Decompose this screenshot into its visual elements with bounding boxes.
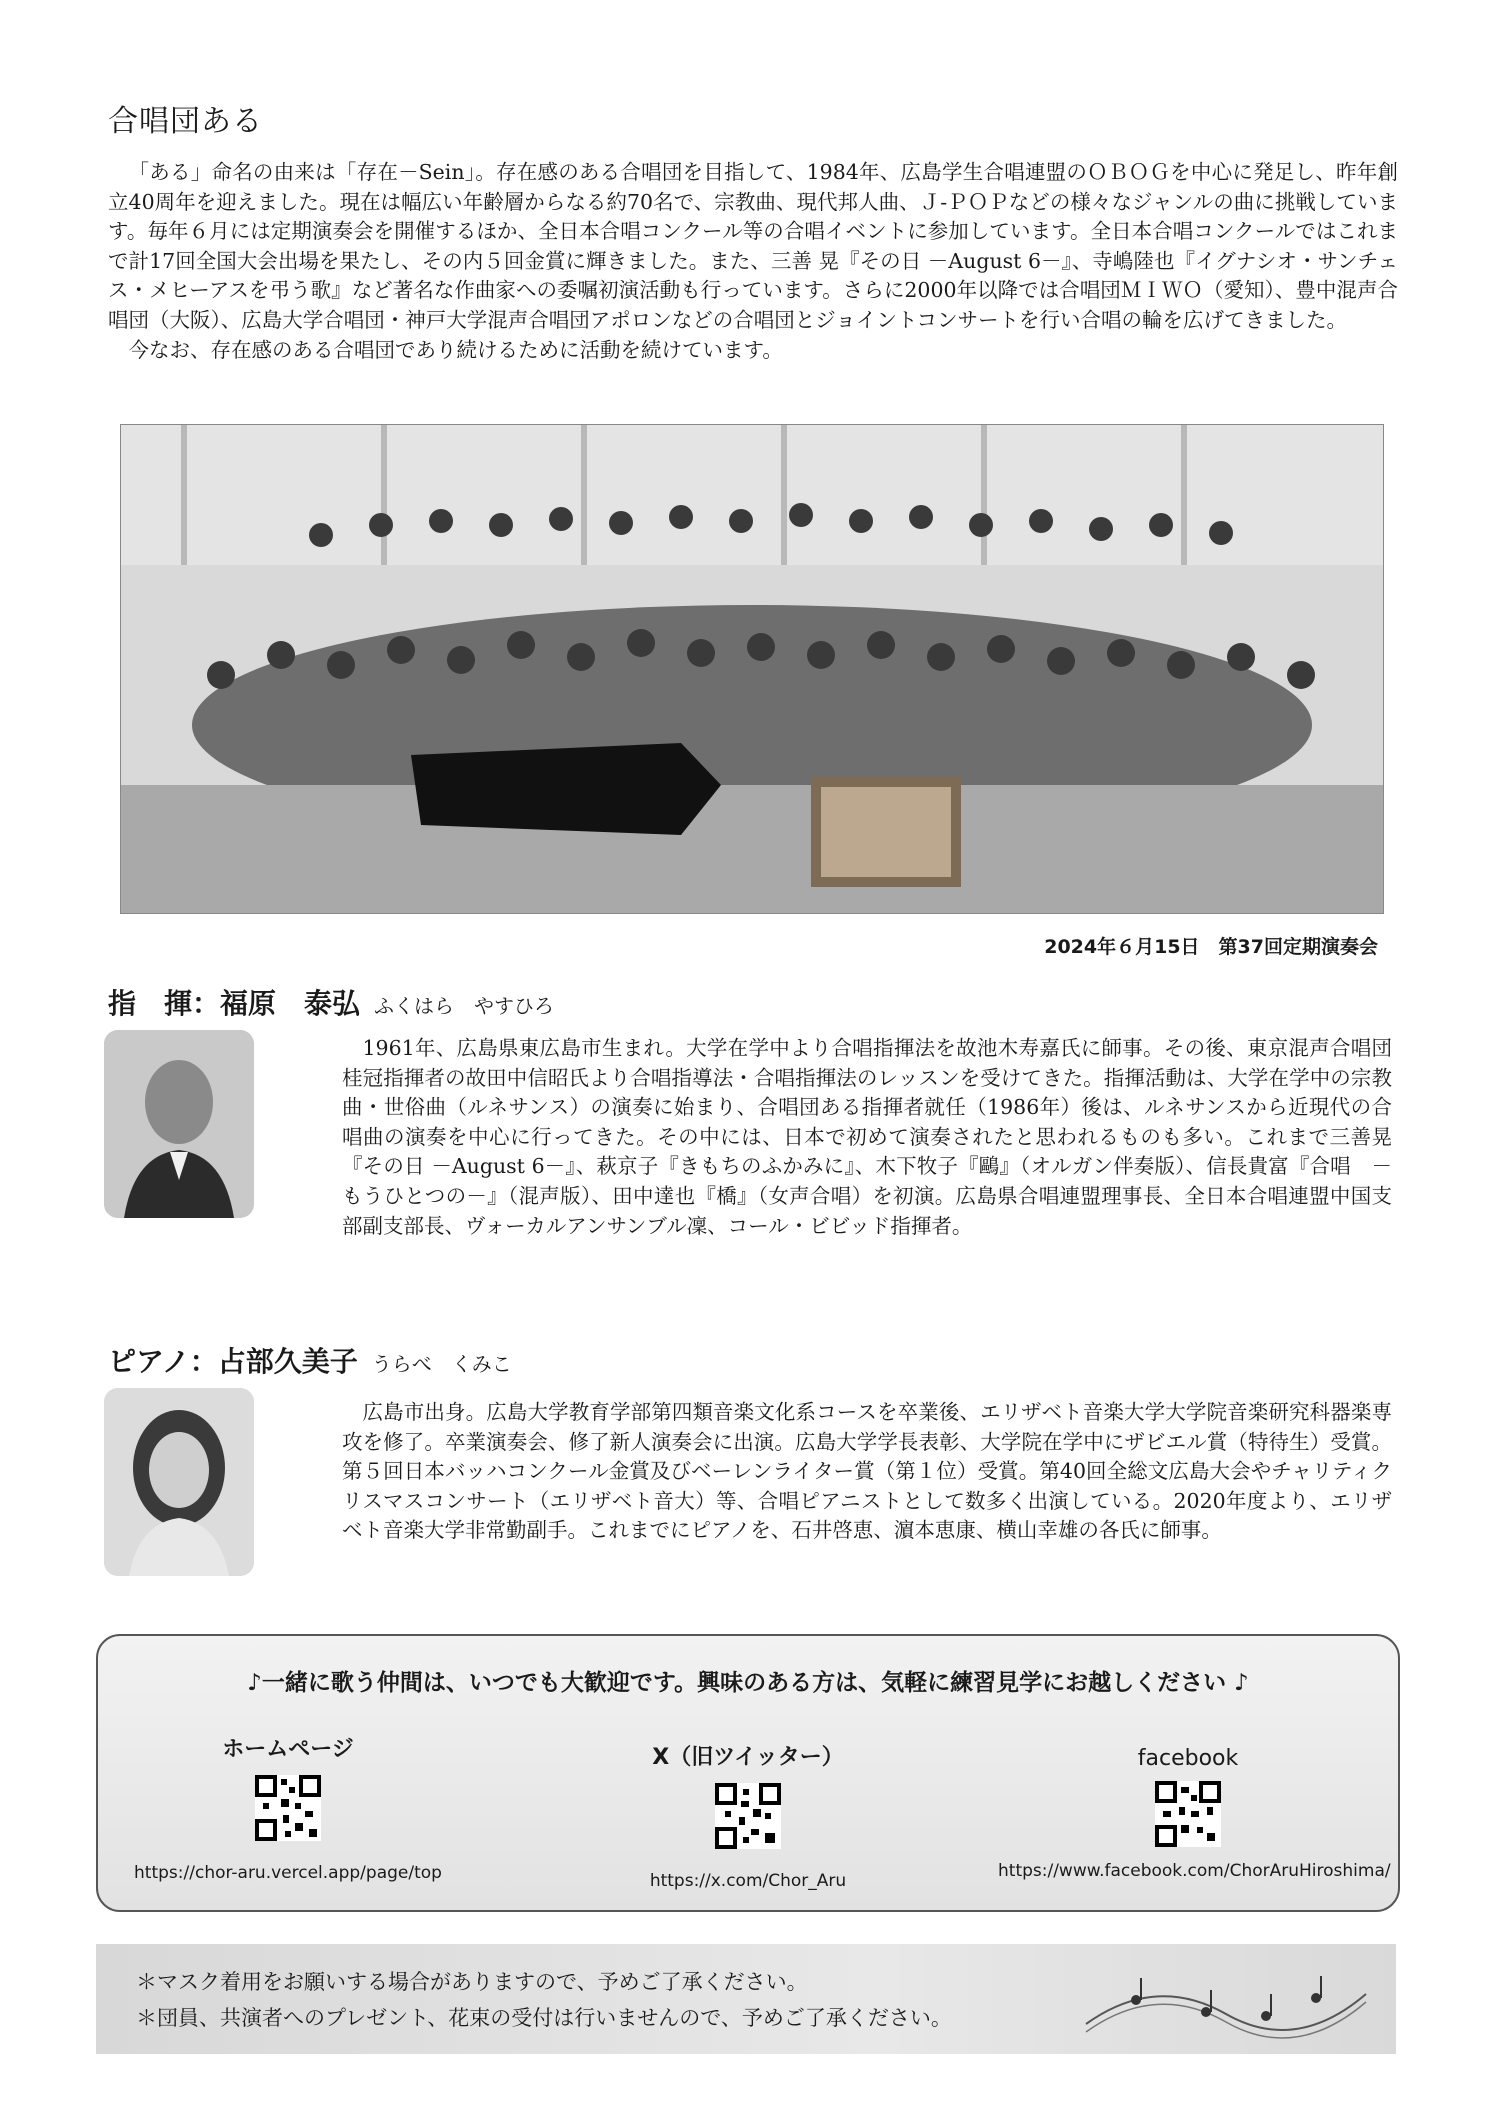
homepage-link-block bbox=[118, 1732, 458, 1902]
x-label: X（旧ツイッター） bbox=[652, 1745, 844, 1770]
invitation-box bbox=[96, 1634, 1400, 1912]
photo-caption: 2024年６月15日 第37回定期演奏会 bbox=[1044, 936, 1378, 958]
note-mask: ＊マスク着用をお願いする場合がありますので、予めご了承ください。 bbox=[136, 1970, 808, 1994]
pianist-separator: ： bbox=[189, 1345, 218, 1378]
facebook-url[interactable]: https://www.facebook.com/ChorAruHiroshima/ bbox=[998, 1861, 1391, 1881]
conductor-bio-text: 1961年、広島県東広島市生まれ。大学在学中より合唱指揮法を故池木寿嘉氏に師事。その後、東京混声合唱団桂冠指揮者の故田中信昭氏より合唱指導法・合唱指揮法のレッスンを受けてきた。指揮活動は、大学在学中の宗教曲・世俗曲（ルネサンス）の演奏に始まり、合唱団ある指揮者就任（1986年）後は、ルネサンスから近現代の合唱曲の演奏を中心に行ってきた。その中には、日本で初めて演奏されたと思われるものも多い。これまで三善晃『その日 －August 6－』、萩京子『きもちのふかみに』、木下牧子『鷗』（オルガン伴奏版）、信長貴富『合唱 －もうひとつの－』（混声版）、田中達也『橋』（女声合唱）を初演。広島県合唱連盟理事長、全日本合唱連盟中国支部副支部長、ヴォーカルアンサンブル凜、コール・ビビッド指揮者。 bbox=[342, 1036, 1392, 1238]
group-title: 合唱団ある bbox=[108, 104, 263, 139]
group-description bbox=[108, 158, 1398, 365]
note-gifts: ＊団員、共演者へのプレゼント、花束の受付は行いませんので、予めご了承ください。 bbox=[136, 2006, 952, 2030]
x-qr-code[interactable] bbox=[715, 1783, 781, 1849]
facebook-link-block bbox=[998, 1746, 1391, 1916]
group-paragraph: 今なお、存在感のある合唱団であり続けるために活動を続けています。 bbox=[128, 337, 783, 362]
pianist-role: ピアノ bbox=[108, 1345, 190, 1378]
pianist-bio bbox=[342, 1398, 1392, 1546]
group-paragraph: 「ある」命名の由来は「存在－Sein」。存在感のある合唱団を目指して、1984年、広島学生合唱連盟のＯＢＯＧを中心に発足し、昨年創立40周年を迎えました。現在は幅広い年齢層からなる約70名で、宗教曲、現代邦人曲、Ｊ-ＰＯＰなどの様々なジャンルの曲に挑戦しています。毎年６月には定期演奏会を開催するほか、全日本合唱コンクール等の合唱イベントに参加しています。全日本合唱コンクールではこれまで計17回全国大会出場を果たし、その内５回金賞に輝きました。また、三善 晃『その日 －August 6－』、寺嶋陸也『イグナシオ・サンチェス・メヒーアスを弔う歌』など著名な作曲家への委嘱初演活動も行っています。さらに2000年以降では合唱団ＭＩＷＯ（愛知）、豊中混声合唱団（大阪）、広島大学合唱団・神戸大学混声合唱団アポロンなどの合唱団とジョイントコンサートを行い合唱の輪を広げてきました。 bbox=[108, 160, 1398, 332]
pianist-bio-text: 広島市出身。広島大学教育学部第四類音楽文化系コースを卒業後、エリザベト音楽大学大学院音楽研究科器楽専攻を修了。卒業演奏会、修了新人演奏会に出演。広島大学学長表彰、大学院在学中にザビエル賞（特待生）受賞。第５回日本バッハコンクール金賞及びベーレンライター賞（第１位）受賞。第40回全総文広島大会やチャリティクリスマスコンサート（エリザベト音大）等、合唱ピアニストとして数多く出演している。2020年度より、エリザベト音楽大学非常勤副手。これまでにピアノを、石井啓恵、濵本恵康、横山幸雄の各氏に師事。 bbox=[342, 1400, 1392, 1543]
conductor-separator: ： bbox=[192, 987, 221, 1020]
choir-group-photo bbox=[120, 424, 1384, 914]
qr-code-icon bbox=[1155, 1781, 1221, 1847]
pianist-portrait bbox=[104, 1388, 254, 1576]
conductor-role: 指 揮 bbox=[108, 987, 193, 1020]
invitation-message: ♪一緒に歌う仲間は、いつでも大歓迎です。興味のある方は、気軽に練習見学にお越しください ♪ bbox=[247, 1670, 1249, 1696]
conductor-heading bbox=[108, 982, 554, 1022]
pianist-name: 占部久美子 bbox=[217, 1345, 358, 1378]
homepage-qr-code[interactable] bbox=[255, 1775, 321, 1841]
conductor-bio bbox=[342, 1034, 1392, 1241]
conductor-portrait bbox=[104, 1030, 254, 1218]
pianist-kana: うらべ くみこ bbox=[371, 1352, 512, 1376]
qr-code-icon bbox=[255, 1775, 321, 1841]
conductor-name: 福原 泰弘 bbox=[220, 987, 361, 1020]
homepage-label: ホームページ bbox=[222, 1737, 354, 1762]
facebook-label: facebook bbox=[1137, 1746, 1239, 1771]
music-notes-decoration bbox=[1076, 1954, 1376, 2044]
conductor-portrait-illustration bbox=[104, 1030, 254, 1218]
conductor-kana: ふくはら やすひろ bbox=[374, 994, 555, 1018]
qr-code-icon bbox=[715, 1783, 781, 1849]
x-link-block bbox=[578, 1740, 918, 1910]
facebook-qr-code[interactable] bbox=[1155, 1781, 1221, 1847]
homepage-url[interactable]: https://chor-aru.vercel.app/page/top bbox=[134, 1863, 442, 1883]
pianist-heading bbox=[108, 1340, 512, 1380]
notes-panel bbox=[96, 1944, 1396, 2054]
pianist-portrait-illustration bbox=[104, 1388, 254, 1576]
x-url[interactable]: https://x.com/Chor_Aru bbox=[649, 1871, 847, 1891]
choir-photo-illustration bbox=[121, 425, 1383, 913]
